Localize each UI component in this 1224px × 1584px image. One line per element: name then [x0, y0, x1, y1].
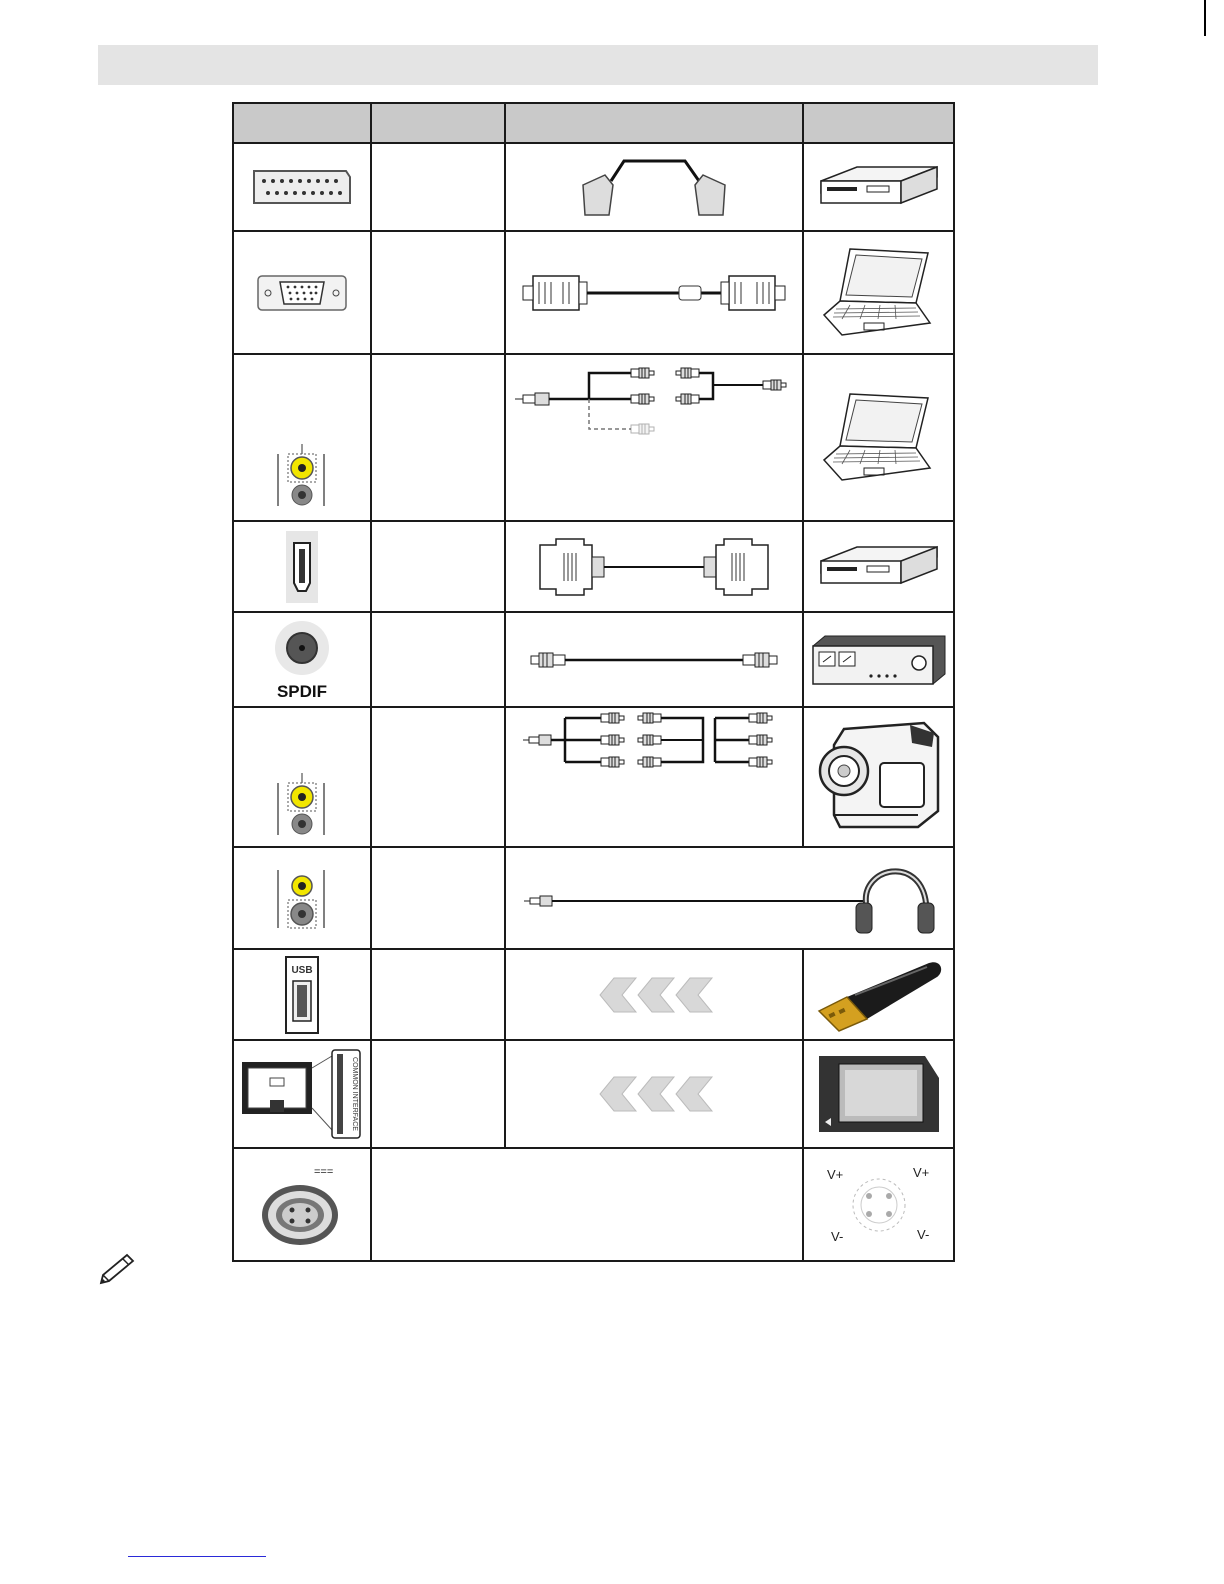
header-device — [803, 103, 954, 143]
section-header-band — [98, 45, 1098, 85]
av-in-port-icon — [233, 707, 371, 847]
top-rule — [1204, 0, 1206, 36]
table-row — [233, 143, 954, 231]
laptop-icon — [803, 354, 954, 521]
vga-port-icon — [233, 231, 371, 354]
table-row — [233, 949, 954, 1040]
table-row — [233, 354, 954, 521]
hdmi-port-icon — [233, 521, 371, 612]
dvd-recorder-icon — [803, 143, 954, 231]
vga-type-cell — [371, 231, 505, 354]
usb-label: USB — [291, 964, 313, 976]
dc-power-desc-cell — [371, 1148, 803, 1261]
component-audio-cable-icon — [505, 354, 803, 521]
usb-port-icon — [233, 949, 371, 1040]
usb-stick-icon — [803, 949, 954, 1040]
table-row — [233, 1040, 954, 1148]
usb-insert-arrows-icon — [505, 949, 803, 1040]
spdif-port-icon — [233, 612, 371, 707]
note-pencil-icon — [97, 1253, 137, 1287]
ci-slot-icon — [233, 1040, 371, 1148]
av-type-cell — [371, 707, 505, 847]
camcorder-icon — [803, 707, 954, 847]
dvd-recorder-icon — [803, 521, 954, 612]
spdif-label: SPDIF — [276, 681, 328, 701]
pin-label-top-right: V+ — [912, 1164, 929, 1180]
table-row — [233, 847, 954, 949]
table-row — [233, 231, 954, 354]
footer-link-underline[interactable] — [128, 1556, 266, 1557]
scart-type-cell — [371, 143, 505, 231]
audio-amplifier-icon — [803, 612, 954, 707]
header-connector — [233, 103, 371, 143]
usb-type-cell — [371, 949, 505, 1040]
dc-power-port-icon — [233, 1148, 371, 1261]
headphone-cable-icon — [505, 847, 954, 949]
cam-module-icon — [803, 1040, 954, 1148]
laptop-icon — [803, 231, 954, 354]
pin-label-bottom-left: V- — [830, 1228, 843, 1244]
av-in-port-icon — [233, 354, 371, 521]
table-header-row — [233, 103, 954, 143]
hdmi-cable-icon — [505, 521, 803, 612]
scart-cable-icon — [505, 143, 803, 231]
dc-pin-diagram-icon — [803, 1148, 954, 1261]
av-in-type-cell — [371, 354, 505, 521]
headphone-port-icon — [233, 847, 371, 949]
av-cable-icon — [505, 707, 803, 847]
table-row — [233, 612, 954, 707]
header-cables — [505, 103, 803, 143]
vga-cable-icon — [505, 231, 803, 354]
pin-label-bottom-right: V- — [916, 1226, 929, 1242]
scart-port-icon — [233, 143, 371, 231]
ci-insert-arrows-icon — [505, 1040, 803, 1148]
ci-type-cell — [371, 1040, 505, 1148]
table-row — [233, 1148, 954, 1261]
hdmi-type-cell — [371, 521, 505, 612]
ci-slot-label: COMMON INTERFACE — [351, 1057, 358, 1131]
pin-label-top-left: V+ — [826, 1166, 843, 1182]
dc-symbol: === — [314, 1165, 334, 1178]
table-row — [233, 707, 954, 847]
header-type — [371, 103, 505, 143]
connections-table — [232, 102, 955, 1262]
headphone-type-cell — [371, 847, 505, 949]
spdif-type-cell — [371, 612, 505, 707]
table-row — [233, 521, 954, 612]
coaxial-cable-icon — [505, 612, 803, 707]
